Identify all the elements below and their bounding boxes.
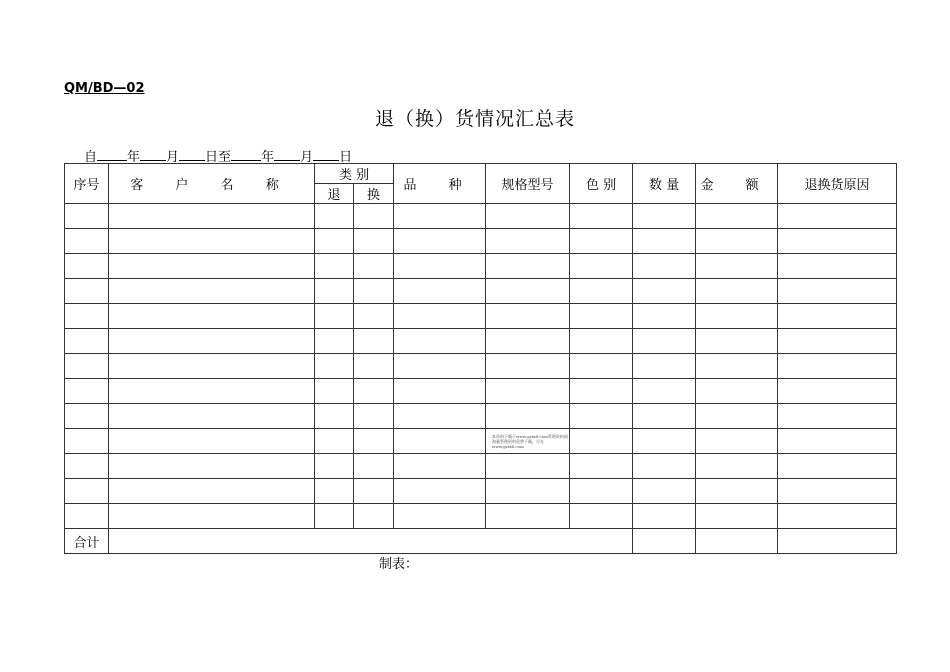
table-cell[interactable] [354,329,394,354]
table-cell[interactable] [109,404,315,429]
table-cell[interactable] [109,304,315,329]
day-blank-end[interactable] [313,148,339,161]
table-row [65,329,897,354]
table-row [65,379,897,404]
table-cell[interactable] [778,454,897,479]
year-blank-start[interactable] [97,148,127,161]
header-quantity: 数 量 [633,164,696,204]
table-cell[interactable] [354,254,394,279]
month-label-start: 月 [166,150,180,165]
table-cell[interactable] [696,204,778,229]
table-cell[interactable] [570,479,633,504]
table-cell[interactable] [354,429,394,454]
table-cell[interactable] [633,454,696,479]
day-blank-start[interactable] [179,148,205,161]
year-blank-end[interactable] [231,148,261,161]
table-cell[interactable] [109,379,315,404]
table-cell[interactable] [315,279,354,304]
table-row [65,304,897,329]
table-cell[interactable] [486,329,570,354]
table-cell[interactable] [65,454,109,479]
table-cell[interactable] [633,229,696,254]
table-cell[interactable] [354,204,394,229]
table-body [65,204,897,554]
table-cell[interactable] [109,279,315,304]
total-reason-cell[interactable] [778,529,897,554]
table-cell[interactable] [109,504,315,529]
header-variety: 品 种 [394,164,486,204]
table-cell[interactable] [486,454,570,479]
prepared-by-label: 制表： [379,557,419,572]
header-amount: 金 额 [696,164,778,204]
table-cell[interactable] [696,404,778,429]
table-cell[interactable] [109,254,315,279]
table-cell[interactable] [696,329,778,354]
header-customer-name: 客 户 名 称 [109,164,315,204]
table-cell[interactable] [394,429,486,454]
table-cell[interactable] [633,504,696,529]
header-seq: 序号 [65,164,109,204]
watermark-note: 海量管理资料免费下载，尽在www.gztx8.com [492,438,545,449]
table-cell[interactable] [486,379,570,404]
total-row [65,529,897,554]
table-cell[interactable] [65,379,109,404]
table-cell[interactable] [354,229,394,254]
table-cell[interactable] [354,279,394,304]
table-row [65,429,897,454]
table-cell[interactable] [696,304,778,329]
table-cell[interactable] [778,429,897,454]
table-cell[interactable] [633,429,696,454]
page-title: 退（换）货情况汇总表 [374,108,575,130]
table-cell[interactable] [633,354,696,379]
table-cell[interactable] [633,404,696,429]
table-cell[interactable] [778,354,897,379]
header-category: 类 别 [315,164,394,184]
total-label: 合计 [65,529,109,554]
table-cell[interactable] [315,254,354,279]
table-cell[interactable] [486,229,570,254]
year-label-end: 年 [261,150,275,165]
table-cell[interactable] [633,304,696,329]
table-cell[interactable] [315,504,354,529]
table-row [65,254,897,279]
table-cell[interactable] [570,304,633,329]
table-cell[interactable] [65,204,109,229]
table-cell[interactable] [394,354,486,379]
table-cell[interactable] [354,304,394,329]
table-cell[interactable] [394,304,486,329]
header-return: 退 [315,184,354,204]
table-cell[interactable] [394,204,486,229]
table-cell[interactable] [486,429,570,454]
table-cell[interactable] [696,254,778,279]
return-summary-table [64,163,897,554]
table-cell[interactable] [65,229,109,254]
table-cell[interactable] [570,204,633,229]
table-cell[interactable] [315,354,354,379]
day-to-label: 日至 [205,150,232,165]
table-cell[interactable] [778,479,897,504]
table-cell[interactable] [394,454,486,479]
table-cell[interactable] [109,329,315,354]
table-cell[interactable] [315,429,354,454]
table-cell[interactable] [570,454,633,479]
table-cell[interactable] [696,479,778,504]
table-cell[interactable] [778,279,897,304]
table-cell[interactable] [696,454,778,479]
table-cell[interactable] [486,504,570,529]
month-blank-end[interactable] [274,148,300,161]
table-cell[interactable] [778,229,897,254]
header-color: 色 别 [570,164,633,204]
table-cell[interactable] [65,304,109,329]
table-cell[interactable] [354,454,394,479]
table-cell[interactable] [109,204,315,229]
table-cell[interactable] [486,254,570,279]
table-cell[interactable] [65,254,109,279]
table-cell[interactable] [778,379,897,404]
table-cell[interactable] [570,504,633,529]
document-code: QM/BD—02 [64,81,145,96]
table-cell[interactable] [696,379,778,404]
table-cell[interactable] [315,229,354,254]
table-cell[interactable] [570,229,633,254]
table-cell[interactable] [394,229,486,254]
table-cell[interactable] [65,479,109,504]
watermark-note: 本资料下载于www.gztx8.com管理资料网 [492,433,568,439]
table-cell[interactable] [65,504,109,529]
table-cell[interactable] [486,479,570,504]
table-cell[interactable] [633,204,696,229]
header-reason: 退换货原因 [778,164,897,204]
table-cell[interactable] [394,329,486,354]
table-cell[interactable] [778,304,897,329]
table-cell[interactable] [109,429,315,454]
table-row [65,504,897,529]
table-row [65,229,897,254]
table-cell[interactable] [354,379,394,404]
table-row [65,479,897,504]
header-exchange: 换 [354,184,394,204]
table-cell[interactable] [486,354,570,379]
table-cell[interactable] [696,354,778,379]
table-row [65,454,897,479]
month-label-end: 月 [300,150,314,165]
table-cell[interactable] [315,304,354,329]
table-cell[interactable] [778,404,897,429]
table-cell[interactable] [633,279,696,304]
table-cell[interactable] [696,429,778,454]
day-label-end: 日 [339,150,353,165]
table-cell[interactable] [778,329,897,354]
month-blank-start[interactable] [140,148,166,161]
table-cell[interactable] [570,354,633,379]
table-cell[interactable] [354,354,394,379]
table-cell[interactable] [394,504,486,529]
table-cell[interactable] [570,254,633,279]
table-cell[interactable] [65,354,109,379]
table-cell[interactable] [315,404,354,429]
table-cell[interactable] [109,354,315,379]
table-cell[interactable] [354,404,394,429]
table-row [65,404,897,429]
period-from-label: 自 [84,150,98,165]
table-cell[interactable] [486,404,570,429]
year-label-start: 年 [127,150,141,165]
table-cell[interactable] [570,279,633,304]
table-cell[interactable] [570,429,633,454]
table-cell[interactable] [315,204,354,229]
table-cell[interactable] [633,479,696,504]
table-cell[interactable] [65,329,109,354]
table-cell[interactable] [570,379,633,404]
table-row [65,279,897,304]
table-cell[interactable] [778,204,897,229]
table-cell[interactable] [65,429,109,454]
table-cell[interactable] [315,379,354,404]
table-cell[interactable] [109,479,315,504]
table-cell[interactable] [633,329,696,354]
table-cell[interactable] [486,304,570,329]
table-cell[interactable] [778,254,897,279]
header-spec-model: 规格型号 [486,164,570,204]
table-cell[interactable] [354,504,394,529]
table-row [65,204,897,229]
table-cell[interactable] [778,504,897,529]
table-cell[interactable] [570,404,633,429]
table-cell[interactable] [394,254,486,279]
table-cell[interactable] [633,379,696,404]
table-cell[interactable] [315,479,354,504]
table-cell[interactable] [109,454,315,479]
table-cell[interactable] [394,479,486,504]
table-cell[interactable] [633,254,696,279]
table-cell[interactable] [394,404,486,429]
table-cell[interactable] [696,504,778,529]
table-cell[interactable] [65,404,109,429]
table-cell[interactable] [570,329,633,354]
total-merged-cell[interactable] [109,529,633,554]
table-cell[interactable] [315,454,354,479]
table-cell[interactable] [486,279,570,304]
table-cell[interactable] [394,279,486,304]
table-row [65,354,897,379]
total-amount-cell[interactable] [696,529,778,554]
table-cell[interactable] [696,279,778,304]
table-cell[interactable] [696,229,778,254]
total-quantity-cell[interactable] [633,529,696,554]
table-cell[interactable] [109,229,315,254]
table-cell[interactable] [315,329,354,354]
table-cell[interactable] [354,479,394,504]
table-cell[interactable] [486,204,570,229]
table-cell[interactable] [394,379,486,404]
table-cell[interactable] [65,279,109,304]
